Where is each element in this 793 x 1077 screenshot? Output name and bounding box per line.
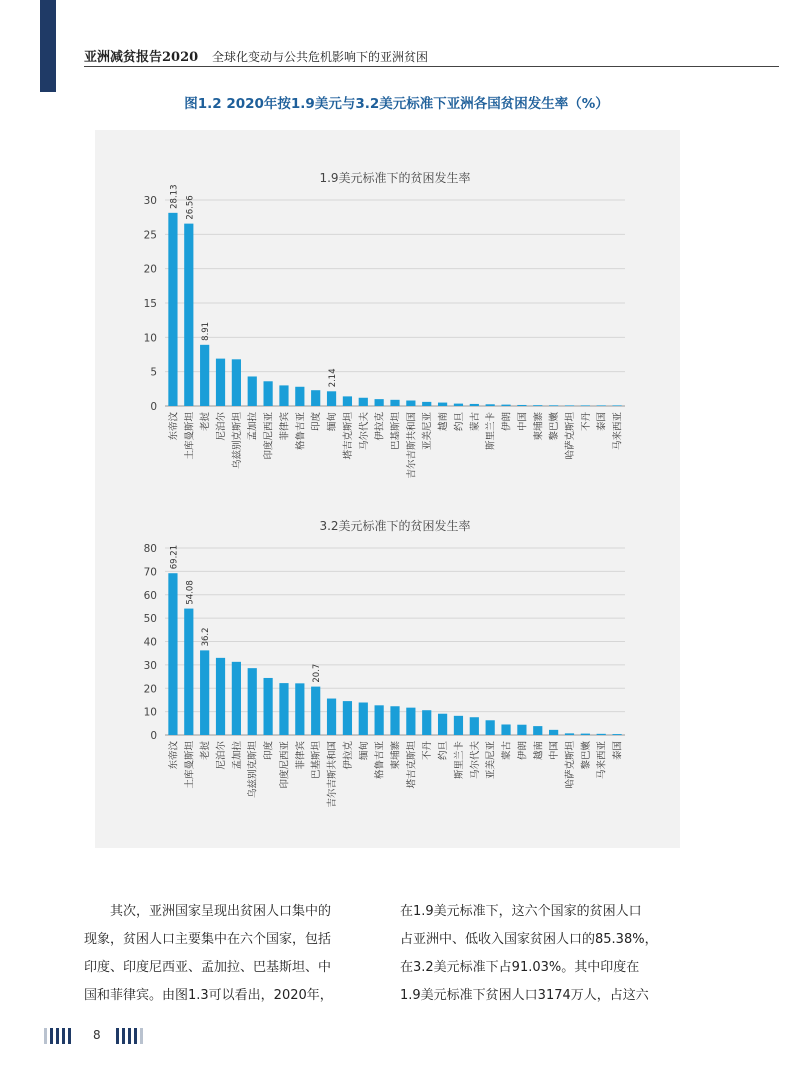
data-label: 26.56 <box>185 195 196 220</box>
x-tick-label: 伊朗 <box>501 412 513 432</box>
x-tick-label: 马来西亚 <box>596 741 608 780</box>
x-tick-label: 印度尼西亚 <box>263 412 275 460</box>
page-number: 8 <box>93 1028 101 1042</box>
data-label: 2.14 <box>328 368 339 388</box>
bar <box>517 725 526 735</box>
x-tick-label: 伊朗 <box>517 741 529 761</box>
x-tick-label: 巴基斯坦 <box>311 741 323 780</box>
x-tick-label: 黎巴嫩 <box>549 412 561 441</box>
bar <box>597 405 606 406</box>
x-tick-label: 哈萨克斯坦 <box>564 741 576 789</box>
bar <box>248 376 257 406</box>
bar <box>406 401 415 406</box>
bar <box>486 404 495 406</box>
data-label: 28.13 <box>169 184 180 209</box>
y-tick-label: 0 <box>150 730 157 742</box>
body-line: 占亚洲中、低收入国家贫困人口的85.38%， <box>400 932 658 947</box>
x-tick-label: 老挝 <box>200 741 212 761</box>
bar <box>327 391 336 406</box>
bar <box>422 710 431 735</box>
x-tick-label: 乌兹别克斯坦 <box>247 741 259 799</box>
x-tick-label: 马尔代夫 <box>469 741 481 780</box>
data-label: 69.21 <box>169 544 180 570</box>
bar <box>264 381 273 406</box>
x-tick-label: 马尔代夫 <box>358 412 370 451</box>
bar <box>549 405 558 406</box>
bar <box>168 213 177 406</box>
bar <box>359 398 368 406</box>
bar <box>232 359 241 406</box>
y-tick-label: 20 <box>143 263 157 276</box>
bar <box>549 730 558 735</box>
x-tick-label: 尼泊尔 <box>216 741 228 770</box>
bar <box>533 726 542 735</box>
running-header <box>84 46 428 65</box>
x-tick-label: 蒙古 <box>501 741 513 761</box>
x-tick-label: 伊拉克 <box>374 412 386 441</box>
bar <box>581 405 590 406</box>
y-tick-label: 0 <box>150 401 157 413</box>
body-line: 其次，亚洲国家呈现出贫困人口集中的 <box>110 904 332 919</box>
bar <box>470 404 479 406</box>
body-line: 印度、印度尼西亚、孟加拉、巴基斯坦、中 <box>84 960 332 975</box>
x-tick-label: 老挝 <box>200 412 212 432</box>
bar <box>597 734 606 735</box>
body-column-left <box>84 898 384 1010</box>
bar <box>501 724 510 735</box>
y-tick-label: 30 <box>143 195 157 207</box>
x-tick-label: 中国 <box>549 741 561 761</box>
y-tick-label: 30 <box>143 659 157 672</box>
y-tick-label: 40 <box>143 636 157 649</box>
x-tick-label: 格鲁吉亚 <box>374 741 386 780</box>
x-tick-label: 孟加拉 <box>231 741 243 770</box>
x-tick-label: 柬埔寨 <box>533 412 545 441</box>
body-line: 1.9美元标准下贫困人口3174万人，占这六 <box>400 988 649 1003</box>
x-tick-label: 斯里兰卡 <box>485 412 497 451</box>
x-tick-label: 柬埔寨 <box>390 741 402 770</box>
x-tick-label: 哈萨克斯坦 <box>564 412 576 460</box>
bar <box>248 668 257 735</box>
bar <box>216 359 225 406</box>
bar <box>612 405 621 406</box>
chart-title: 1.9美元标准下的贫困发生率 <box>319 171 471 185</box>
report-title: 亚洲减贫报告2020 <box>84 50 199 65</box>
data-label: 8.91 <box>201 321 212 341</box>
bar <box>200 345 209 406</box>
bar <box>390 706 399 735</box>
y-tick-label: 10 <box>143 332 157 345</box>
charts-svg <box>95 130 680 848</box>
body-line: 在1.9美元标准下，这六个国家的贫困人口 <box>400 904 642 919</box>
x-tick-label: 吉尔吉斯共和国 <box>327 741 339 808</box>
x-tick-label: 塔吉克斯坦 <box>406 741 418 789</box>
bar <box>438 714 447 735</box>
x-tick-label: 亚美尼亚 <box>485 741 497 780</box>
figure-title: 图1.2 2020年按1.9美元与3.2美元标准下亚洲各国贫困发生率（%） <box>184 96 609 112</box>
x-tick-label: 格鲁吉亚 <box>295 412 307 451</box>
bar <box>486 720 495 735</box>
x-tick-label: 泰国 <box>612 741 624 761</box>
footer-bars-left <box>44 1028 71 1044</box>
y-tick-label: 10 <box>143 706 157 719</box>
x-tick-label: 吉尔吉斯共和国 <box>406 412 418 479</box>
bar <box>533 405 542 406</box>
x-tick-label: 乌兹别克斯坦 <box>231 412 243 470</box>
body-line: 现象，贫困人口主要集中在六个国家，包括 <box>84 932 332 947</box>
x-tick-label: 巴基斯坦 <box>390 412 402 451</box>
y-tick-label: 50 <box>143 613 157 626</box>
x-tick-label: 孟加拉 <box>247 412 259 441</box>
x-tick-label: 斯里兰卡 <box>453 741 465 780</box>
body-line: 国和菲律宾。由图1.3可以看出，2020年， <box>84 988 333 1003</box>
x-tick-label: 不丹 <box>580 412 592 432</box>
x-tick-label: 土库曼斯坦 <box>184 741 196 789</box>
footer-bars-right <box>116 1028 143 1044</box>
x-tick-label: 菲律宾 <box>295 741 307 770</box>
x-tick-label: 塔吉克斯坦 <box>342 412 354 460</box>
x-tick-label: 中国 <box>517 412 529 432</box>
chart-panel <box>95 130 680 848</box>
x-tick-label: 东帝汶 <box>168 741 180 770</box>
bar <box>311 687 320 735</box>
x-tick-label: 约旦 <box>453 412 465 432</box>
body-line: 在3.2美元标准下占91.03%。其中印度在 <box>400 960 640 975</box>
header-rule <box>84 66 779 67</box>
bar <box>454 404 463 406</box>
x-tick-label: 尼泊尔 <box>216 412 228 441</box>
x-tick-label: 泰国 <box>596 412 608 432</box>
report-subtitle: 全球化变动与公共危机影响下的亚洲贫困 <box>212 50 429 64</box>
header-accent-bar <box>40 0 56 92</box>
bar <box>295 387 304 406</box>
x-tick-label: 不丹 <box>422 741 434 761</box>
y-tick-label: 20 <box>143 683 157 696</box>
y-tick-label: 25 <box>143 229 157 242</box>
bar <box>359 703 368 735</box>
bar <box>343 396 352 406</box>
x-tick-label: 亚美尼亚 <box>422 412 434 451</box>
bar <box>327 699 336 735</box>
y-tick-label: 80 <box>143 543 157 555</box>
x-tick-label: 越南 <box>438 412 450 432</box>
bar <box>375 705 384 735</box>
bar <box>375 399 384 406</box>
bar <box>184 224 193 406</box>
x-tick-label: 蒙古 <box>469 412 481 432</box>
bar <box>517 405 526 406</box>
bar <box>581 734 590 735</box>
y-tick-label: 5 <box>150 366 157 379</box>
bar <box>390 400 399 406</box>
bar <box>216 658 225 735</box>
y-tick-label: 70 <box>143 566 157 579</box>
bar <box>565 733 574 735</box>
x-tick-label: 伊拉克 <box>342 741 354 770</box>
y-tick-label: 60 <box>143 589 157 602</box>
bar <box>279 683 288 735</box>
bar <box>295 683 304 735</box>
x-tick-label: 东帝汶 <box>168 412 180 441</box>
x-tick-label: 约旦 <box>438 741 450 761</box>
x-tick-label: 马来西亚 <box>612 412 624 451</box>
data-label: 54.08 <box>185 580 196 605</box>
x-tick-label: 土库曼斯坦 <box>184 412 196 460</box>
data-label: 20.7 <box>312 663 323 683</box>
x-tick-label: 越南 <box>533 741 545 761</box>
bar <box>184 609 193 735</box>
bar <box>279 385 288 406</box>
bar <box>168 573 177 735</box>
bar <box>454 716 463 735</box>
bar <box>406 708 415 735</box>
bar <box>232 662 241 735</box>
x-tick-label: 印度尼西亚 <box>279 741 291 789</box>
x-tick-label: 缅甸 <box>358 741 370 761</box>
bar <box>612 734 621 735</box>
bar <box>501 405 510 406</box>
bar <box>470 717 479 735</box>
bar <box>422 402 431 406</box>
bar <box>438 403 447 406</box>
body-column-right <box>400 898 700 1010</box>
x-tick-label: 菲律宾 <box>279 412 291 441</box>
x-tick-label: 黎巴嫩 <box>580 741 592 770</box>
y-tick-label: 15 <box>143 298 157 310</box>
x-tick-label: 缅甸 <box>327 412 339 432</box>
x-tick-label: 印度 <box>263 741 275 761</box>
bar <box>565 405 574 406</box>
x-tick-label: 印度 <box>311 412 323 432</box>
bar <box>343 701 352 735</box>
bar <box>200 650 209 735</box>
bar <box>311 390 320 406</box>
bar <box>264 678 273 735</box>
chart-title: 3.2美元标准下的贫困发生率 <box>319 519 471 533</box>
data-label: 36.2 <box>201 627 212 647</box>
